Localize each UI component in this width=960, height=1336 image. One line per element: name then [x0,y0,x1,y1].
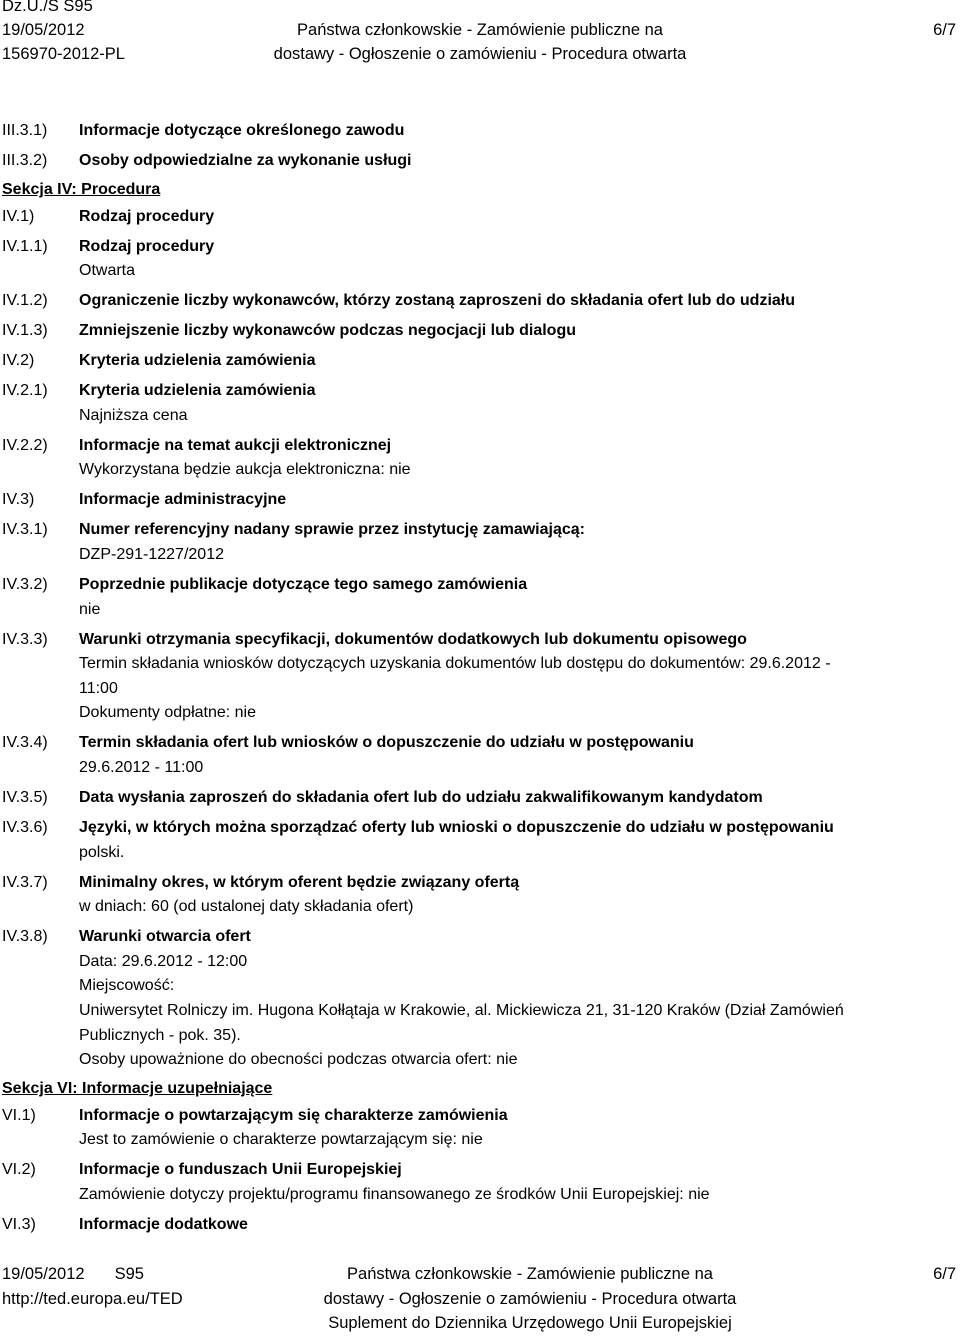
section-number: IV.3) [2,491,35,509]
section-value: w dniach: 60 (od ustalonej daty składania ofert) [79,898,414,916]
section-heading: Sekcja VI: Informacje uzupełniające [2,1080,273,1098]
section-number: IV.1.2) [2,292,48,310]
section-row [0,1213,940,1238]
section-number: IV.3.6) [2,819,48,836]
section-title: Termin składania ofert lub wniosków o dopuszczenie do udziału w postępowaniu [79,734,694,752]
section-row [0,235,940,284]
section-title: Zmniejszenie liczby wykonawców podczas negocjacji lub dialogu [79,322,576,340]
section-number: III.3.1) [2,122,48,139]
section-number: IV.2.2) [2,436,48,454]
section-row [0,289,940,314]
section-row [0,434,940,483]
section-value: Publicznych - pok. 35). [79,1026,241,1044]
section-value: Data: 29.6.2012 - 12:00 [79,952,248,970]
section-title: Języki, w których można sporządzać oferty lub wnioski o dopuszczenie do udziału w postępowaniu [79,819,834,836]
section-number: IV.2.1) [2,382,48,400]
section-title: Ograniczenie liczby wykonawców, którzy zostaną zaproszeni do składania ofert lub do udziału [79,292,795,310]
section-title: Poprzednie publikacje dotyczące tego samego zamówienia [79,576,528,593]
footer-url-link[interactable]: http://ted.europa.eu/TED [2,1289,183,1308]
header-page-number: 6/7 [933,21,956,39]
section-row [0,319,940,344]
section-heading: Sekcja IV: Procedura [2,181,161,198]
section-title: Rodzaj procedury [79,237,215,255]
section-value: 29.6.2012 - 11:00 [79,758,204,776]
section-value: nie [79,600,101,618]
section-title: Kryteria udzielenia zamówienia [79,382,316,400]
header-title-line1: Państwa członkowskie - Zamówienie publiczne na [297,21,663,39]
section-row [0,1104,940,1153]
header-title-line2: dostawy - Ogłoszenie o zamówieniu - Procedura otwarta [273,45,687,63]
footer-title-line3: Suplement do Dziennika Urzędowego Unii Europejskiej [328,1314,732,1332]
section-number: IV.3.1) [2,521,48,539]
section-row [0,816,940,865]
section-row [0,1158,940,1207]
section-value: Uniwersytet Rolniczy im. Hugona Kołłątaja w Krakowie, al. Mickiewicza 21, 31-120 Kraków (Dział Zamówień [79,1001,844,1019]
footer-date: 19/05/2012 [2,1265,85,1283]
section-value: Miejscowość: [79,977,175,995]
notice-id: 156970-2012-PL [2,45,125,63]
page-header-center [0,18,960,66]
section-number: IV.1.3) [2,322,48,340]
section-value: Dokumenty odpłatne: nie [79,704,256,722]
section-row [0,119,940,144]
section-number: IV.3.2) [2,576,48,593]
header-date: 19/05/2012 [2,21,85,39]
section-number: III.3.2) [2,152,48,169]
section-title: Informacje o funduszach Unii Europejskiej [79,1161,402,1179]
section-number: VI.1) [2,1106,36,1124]
section-row [0,349,940,374]
section-value: polski. [79,843,125,861]
section-number: IV.3.3) [2,630,48,648]
section-title: Osoby odpowiedzialne za wykonanie usługi [79,152,412,169]
section-row [0,786,940,811]
section-title: Informacje o powtarzającym się charakterze zamówienia [79,1106,508,1124]
section-title: Rodzaj procedury [79,207,215,225]
section-number: IV.1) [2,207,35,225]
section-title: Informacje administracyjne [79,491,287,509]
section-title: Informacje dotyczące określonego zawodu [79,122,405,139]
section-title: Warunki otrzymania specyfikacji, dokumentów dodatkowych lub dokumentu opisowego [79,630,747,648]
section-value: Zamówienie dotyczy projektu/programu finansowanego ze środków Unii Europejskiej: nie [79,1185,710,1203]
section-row [0,871,940,920]
section-title: Minimalny okres, w którym oferent będzie związany ofertą [79,873,520,891]
section-row [0,149,940,174]
section-title: Kryteria udzielenia zamówienia [79,352,316,370]
section-value: 11:00 [79,679,118,697]
footer-title-line1: Państwa członkowskie - Zamówienie publiczne na [347,1265,713,1283]
section-row [0,379,940,428]
section-row [0,573,940,622]
section-row [0,488,940,513]
footer-issue: S95 [114,1265,144,1283]
section-title: Data wysłania zaproszeń do składania ofert lub do udziału zakwalifikowanym kandydatom [79,789,763,806]
section-row [0,518,940,567]
section-number: VI.3) [2,1216,36,1233]
section-number: IV.3.4) [2,734,48,752]
section-row [0,205,940,230]
section-value: Najniższa cena [79,406,188,424]
journal-ref: Dz.U./S S95 [2,0,93,15]
section-title: Numer referencyjny nadany sprawie przez instytucję zamawiającą: [79,521,585,539]
section-value: DZP-291-1227/2012 [79,545,224,563]
section-number: VI.2) [2,1161,36,1179]
section-number: IV.1.1) [2,237,48,255]
section-title: Informacje dodatkowe [79,1216,248,1233]
section-title: Warunki otwarcia ofert [79,928,251,946]
section-row [0,731,940,780]
footer-title-line2: dostawy - Ogłoszenie o zamówieniu - Procedura otwarta [323,1289,737,1308]
section-number: IV.3.8) [2,928,48,946]
section-row [0,925,940,1073]
section-value: Jest to zamówienie o charakterze powtarzającym się: nie [79,1131,483,1149]
section-value: Osoby upoważnione do obecności podczas otwarcia ofert: nie [79,1051,518,1069]
page-footer-center [0,1262,960,1336]
section-row [0,628,940,726]
section-title: Informacje na temat aukcji elektronicznej [79,436,392,454]
section-value: Termin składania wniosków dotyczących uzyskania dokumentów lub dostępu do dokumentów: 29.6.2012 - [79,655,831,673]
footer-page-number: 6/7 [933,1265,956,1283]
section-number: IV.3.7) [2,873,48,891]
section-number: IV.2) [2,352,35,370]
section-value: Otwarta [79,262,136,280]
section-value: Wykorzystana będzie aukcja elektroniczna: nie [79,461,411,479]
section-number: IV.3.5) [2,789,48,806]
